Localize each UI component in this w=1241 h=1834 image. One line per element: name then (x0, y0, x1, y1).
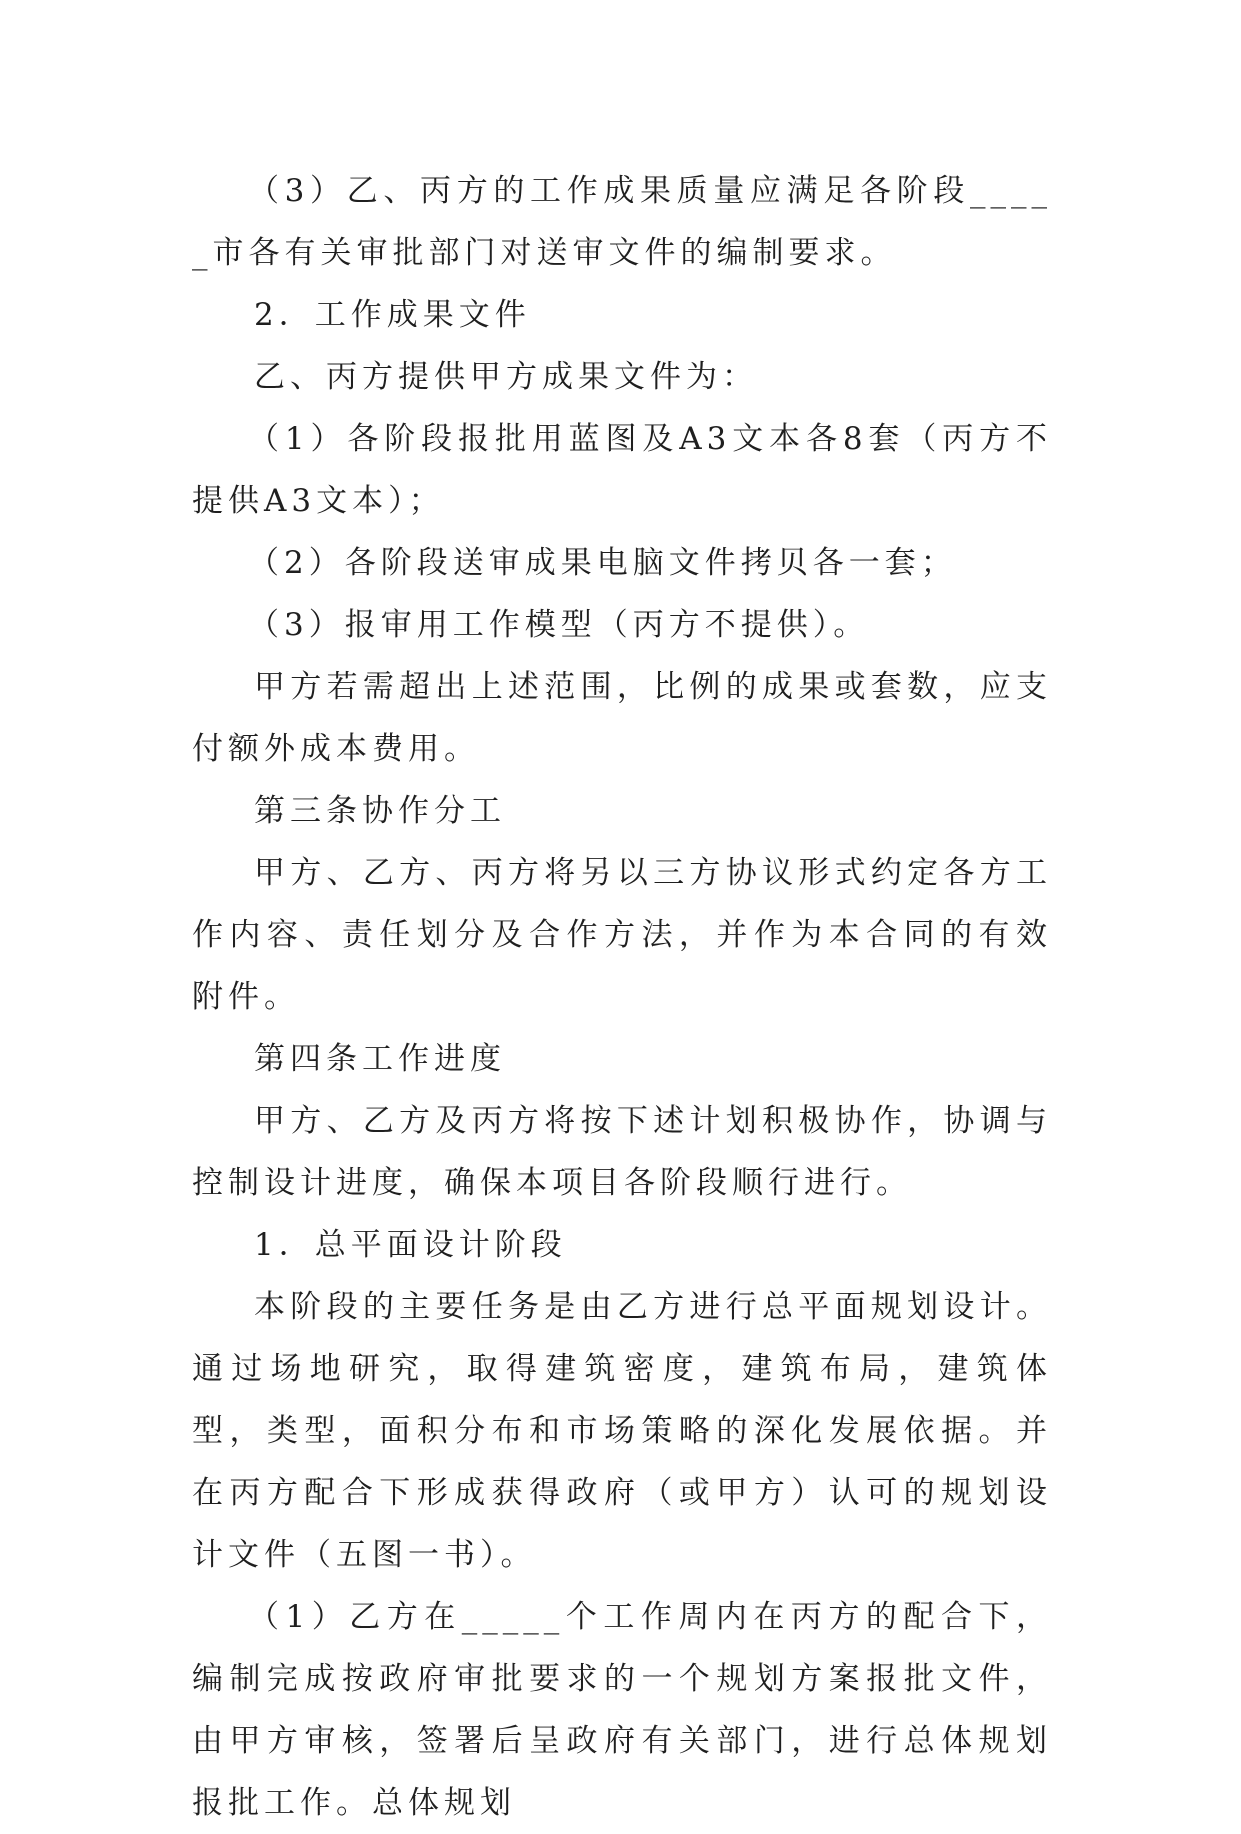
heading-article-3: 第三条协作分工 (254, 793, 506, 829)
list-item-electronic-files: （2）各阶段送审成果电脑文件拷贝各一套； (248, 545, 957, 581)
heading-master-plan-stage: 1．总平面设计阶段 (254, 1227, 567, 1263)
list-item-plan-submission: （1）乙方在_____个工作周内在丙方的配合下，编制完成按政府审批要求的一个规划方案报批文件，由甲方审核，签署后呈政府有关部门，进行总体规划报批工作。总体规划 (192, 1599, 1052, 1821)
paragraph-schedule: 甲方、乙方及丙方将按下述计划积极协作，协调与控制设计进度，确保本项目各阶段顺行进行。 (192, 1103, 1052, 1201)
heading-work-deliverables: 2．工作成果文件 (254, 297, 531, 333)
heading-article-4: 第四条工作进度 (254, 1041, 506, 1077)
list-item-work-model: （3）报审用工作模型（丙方不提供）。 (248, 607, 870, 643)
list-item-blueprints: （1）各阶段报批用蓝图及A3文本各8套（丙方不提供A3文本）； (192, 421, 1052, 519)
paragraph-extra-cost: 甲方若需超出上述范围，比例的成果或套数，应支付额外成本费用。 (192, 669, 1052, 767)
document-body (192, 160, 1052, 1834)
paragraph-division-of-work: 甲方、乙方、丙方将另以三方协议形式约定各方工作内容、责任划分及合作方法，并作为本合同的有效附件。 (192, 855, 1052, 1015)
paragraph-deliverables-intro: 乙、丙方提供甲方成果文件为： (254, 359, 758, 395)
paragraph-quality-requirement: （3）乙、丙方的工作成果质量应满足各阶段_____市各有关审批部门对送审文件的编制要求。 (192, 173, 1052, 271)
paragraph-stage-tasks: 本阶段的主要任务是由乙方进行总平面规划设计。通过场地研究，取得建筑密度，建筑布局，建筑体型，类型，面积分布和市场策略的深化发展依据。并在丙方配合下形成获得政府（或甲方）认可的规划设计文件（五图一书）。 (192, 1289, 1052, 1573)
